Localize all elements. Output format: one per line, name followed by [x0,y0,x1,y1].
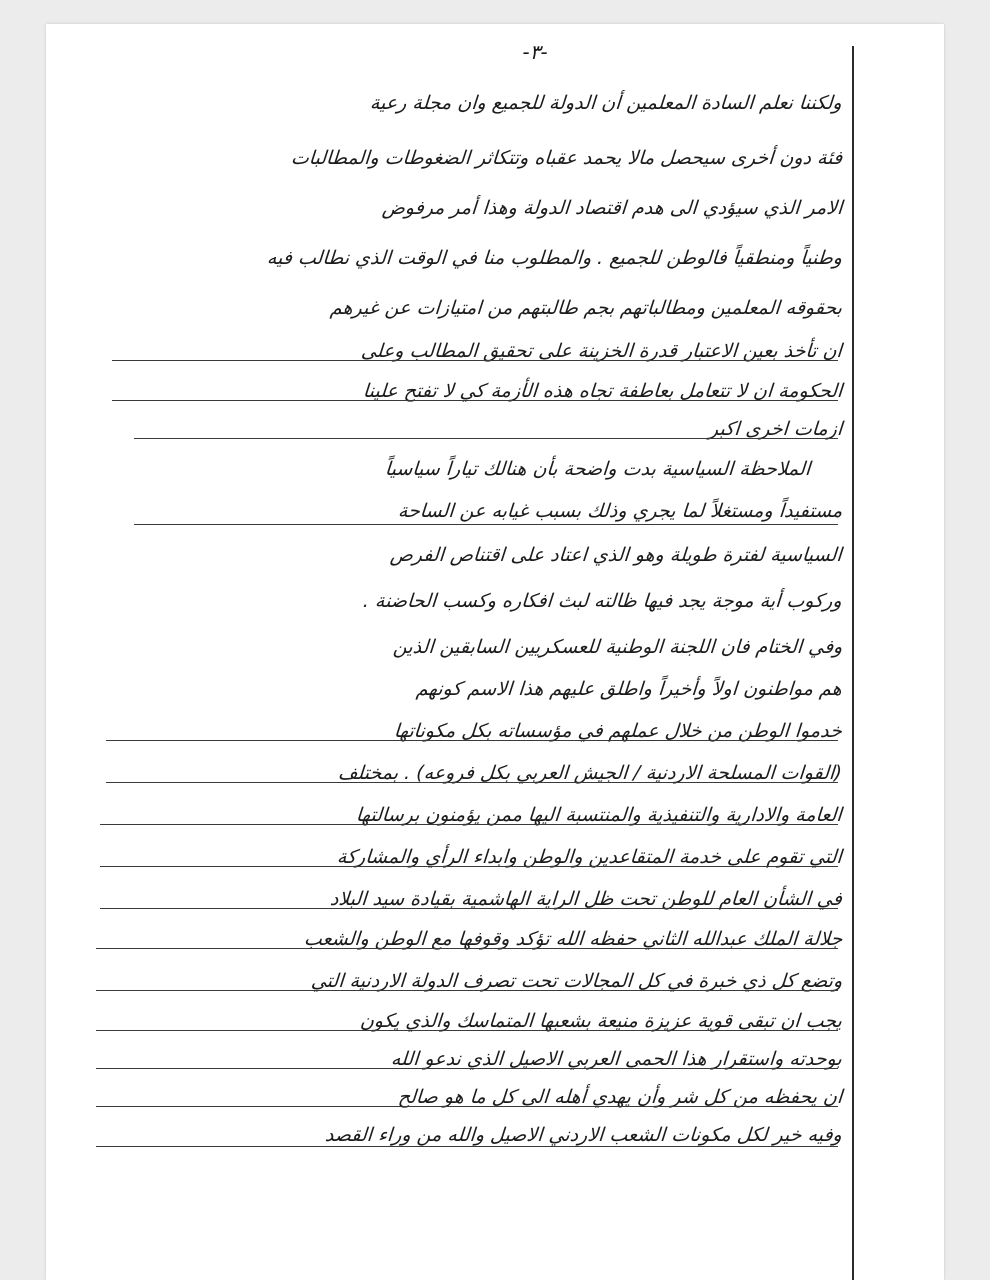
rule-line [96,948,838,949]
page-number: -٣- [522,40,548,64]
rule-line [96,990,838,991]
text-line: ان تأخذ بعين الاعتبار قدرة الخزينة على تحقيق المطالب وعلى [360,340,843,362]
text-line: ازمات اخرى اكبر [707,418,843,440]
text-line: وطنياً ومنطقياً فالوطن للجميع . والمطلوب منا في الوقت الذي نطالب فيه [266,247,843,269]
text-line: الامر الذي سيؤدي الى هدم اقتصاد الدولة وهذا أمر مرفوض [380,197,843,219]
rule-line [96,1106,838,1107]
text-line: هم مواطنون اولاً وأخيراً واطلق عليهم هذا الاسم كونهم [415,678,843,700]
rule-line [106,740,838,741]
margin-line [852,46,854,1280]
text-line: ولكننا نعلم السادة المعلمين أن الدولة للجميع وان مجلة رعية [369,92,843,114]
text-line: يجب ان تبقى قوية عزيزة منيعة بشعبها المتماسك والذي يكون [359,1010,843,1032]
text-line: وتضع كل ذي خبرة في كل المجالات تحت تصرف الدولة الاردنية التي [309,970,843,992]
text-line: التي تقوم على خدمة المتقاعدين والوطن وابداء الرأي والمشاركة [336,846,843,868]
text-line: العامة والادارية والتنفيذية والمنتسبة اليها ممن يؤمنون برسالتها [355,804,843,826]
text-line: الحكومة ان لا تتعامل بعاطفة تجاه هذه الأزمة كي لا تفتح علينا [361,380,843,402]
rule-line [134,438,838,439]
rule-line [100,824,838,825]
rule-line [96,1068,838,1069]
rule-line [112,360,838,361]
rule-line [96,1146,838,1147]
rule-line [106,782,838,783]
text-line: بحقوقه المعلمين ومطالباتهم بجم طالبتهم من امتيازات عن غيرهم [329,297,843,319]
rule-line [100,908,838,909]
rule-line [134,524,838,525]
rule-line [96,1030,838,1031]
text-line: بوحدته واستقرار هذا الحمى العربي الاصيل الذي ندعو الله [390,1048,843,1070]
text-line: السياسية لفترة طويلة وهو الذي اعتاد على اقتناص الفرص [389,544,843,566]
text-line: وفيه خير لكل مكونات الشعب الاردني الاصيل والله من وراء القصد [324,1124,843,1146]
text-line: وركوب أية موجة يجد فيها ظالته لبث افكاره وكسب الحاضنة . [362,590,843,612]
text-line: مستفيداً ومستغلاً لما يجري وذلك بسبب غيابه عن الساحة [396,500,843,522]
text-line: خدموا الوطن من خلال عملهم في مؤسساته بكل مكوناتها [393,720,843,742]
text-line: فئة دون أخرى سيحصل مالا يحمد عقباه وتتكاثر الضغوطات والمطالبات [289,147,843,169]
text-line: في الشأن العام للوطن تحت ظل الراية الهاشمية بقيادة سيد البلاد [329,888,843,910]
text-line: (القوات المسلحة الاردنية / الجيش العربي بكل فروعه) . بمختلف [337,762,843,784]
text-line: الملاحظة السياسية بدت واضحة بأن هنالك تياراً سياسياً [383,458,811,480]
text-line: وفي الختام فان اللجنة الوطنية للعسكريين السابقين الذين [391,636,843,658]
rule-line [100,866,838,867]
text-line: جلالة الملك عبدالله الثاني حفظه الله تؤكد وقوفها مع الوطن والشعب [302,928,843,950]
text-line: ان يحفظه من كل شر وأن يهدي أهله الى كل ما هو صالح [396,1086,843,1108]
rule-line [112,400,838,401]
